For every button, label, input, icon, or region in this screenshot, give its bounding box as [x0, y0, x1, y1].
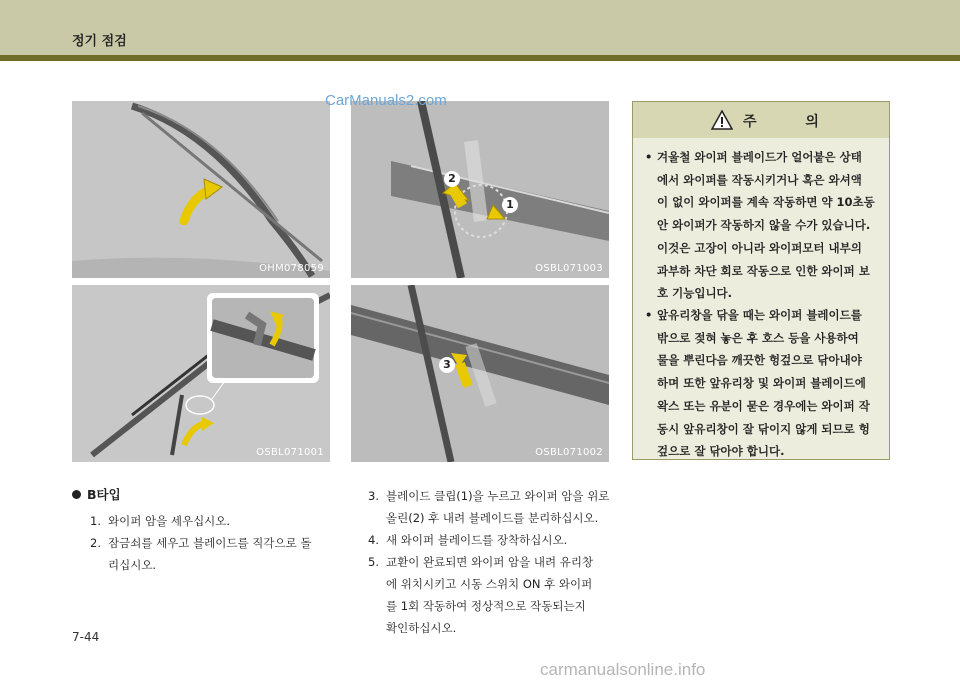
step-line: 올린(2) 후 내려 블레이드를 분리하십시오. [386, 511, 599, 525]
step-number: 1. [90, 514, 101, 528]
callout-3: 3 [439, 357, 455, 373]
heading-bullet [72, 490, 81, 499]
callout-1: 1 [502, 197, 518, 213]
caution-line: 왁스 또는 유분이 묻은 경우에는 와이퍼 작 [657, 398, 870, 413]
chapter-title: 정기 점검 [72, 34, 127, 49]
step-line: 와이퍼 암을 세우십시오. [108, 514, 231, 528]
photo-code: OHM078059 [259, 263, 324, 274]
step-line: 새 와이퍼 블레이드를 장착하십시오. [386, 533, 568, 547]
caution-line: 하며 또한 앞유리창 및 와이퍼 블레이드에 [657, 376, 866, 391]
step-number: 5. [368, 555, 379, 569]
caution-line: 밖으로 젖혀 놓은 후 호스 등을 사용하여 [657, 330, 859, 345]
watermark-bottom: carmanualsonline.info [540, 660, 706, 679]
page-number: 7-44 [72, 630, 100, 644]
caution-line: 안 와이퍼가 작동하지 않을 수가 있습니다. [657, 218, 871, 233]
step-line: 리십시오. [108, 558, 157, 572]
photo-code: OSBL071002 [535, 447, 603, 458]
caution-line: 과부하 차단 회로 작동으로 인한 와이퍼 보 [657, 263, 870, 278]
caution-line: 이 없이 와이퍼를 계속 작동하면 약 10초동 [657, 195, 875, 210]
header-rule [0, 55, 960, 61]
caution-line: 이것은 고장이 아니라 와이퍼모터 내부의 [657, 240, 862, 255]
caution-line: 겊으로 잘 닦아야 합니다. [657, 444, 785, 459]
step-line: 잠금쇠를 세우고 블레이드를 직각으로 돌 [108, 536, 312, 550]
step-line: 를 1회 작동하여 정상적으로 작동되는지 [386, 599, 586, 613]
step-line: 에 위치시키고 시동 스위치 ON 후 와이퍼 [386, 577, 593, 591]
caution-line: 동시 앞유리창이 잘 닦이지 않게 되므로 헝 [657, 421, 870, 436]
warning-triangle-icon [711, 110, 733, 130]
caution-box: 주 의 • 겨울철 와이퍼 블레이드가 얼어붙은 상태 에서 와이퍼를 작동시키거나 혹은 와셔액 이 없이 와이퍼를 계속 작동하면 약 10초동 안 와이퍼가 작동하지 않을 수가 있습니다. 이것은 고장이 아니라 와이퍼모터 내부의 과부하 차단 회로 작동으로 인한 와이퍼 보 호 기능입니다. • 앞유리창을 닦을 때는 와이퍼 블레이드를 밖으로 젖혀 놓은 후 호스 등을 사용하여 물을 뿌린다음 깨끗한 헝겊으로 닦아내야 하며 또한 앞유리창 및 와이퍼 블레이드에 왁스 또는 유분이 묻은 경우에는 와이퍼 작 동시 앞유리창이 잘 닦이지 않게 되므로 헝 겊으로 잘 닦아야 합니다. [632, 101, 890, 460]
callout-2: 2 [444, 171, 460, 187]
photo-code: OSBL071001 [256, 447, 324, 458]
caution-header [633, 102, 889, 138]
step-number: 3. [368, 489, 379, 503]
photo-lock-rotate [72, 285, 330, 462]
caution-line: 에서 와이퍼를 작동시키거나 혹은 와셔액 [657, 172, 862, 187]
photo-wiper-arm-raised [72, 101, 330, 278]
section-title: B타입 [87, 487, 121, 502]
photo-code: OSBL071003 [535, 263, 603, 274]
caution-line: 앞유리창을 닦을 때는 와이퍼 블레이드를 [657, 308, 862, 322]
step-number: 2. [90, 536, 101, 550]
step-line: 확인하십시오. [386, 621, 457, 635]
photo-clip-press [351, 101, 609, 278]
header-band [0, 0, 960, 55]
photo-blade-remove [351, 285, 609, 462]
step-line: 블레이드 클립(1)을 누르고 와이퍼 암을 위로 [386, 489, 610, 503]
step-line: 교환이 완료되면 와이퍼 암을 내려 유리창 [386, 555, 594, 569]
caution-title: 주 의 [743, 114, 841, 130]
watermark-top: CarManuals2.com [325, 92, 447, 109]
caution-line: 호 기능입니다. [657, 286, 733, 301]
caution-line: 물을 뿌린다음 깨끗한 헝겊으로 닦아내야 [657, 353, 862, 368]
caution-line: 겨울철 와이퍼 블레이드가 얼어붙은 상태 [657, 150, 862, 164]
step-number: 4. [368, 533, 379, 547]
section-heading [72, 485, 121, 503]
